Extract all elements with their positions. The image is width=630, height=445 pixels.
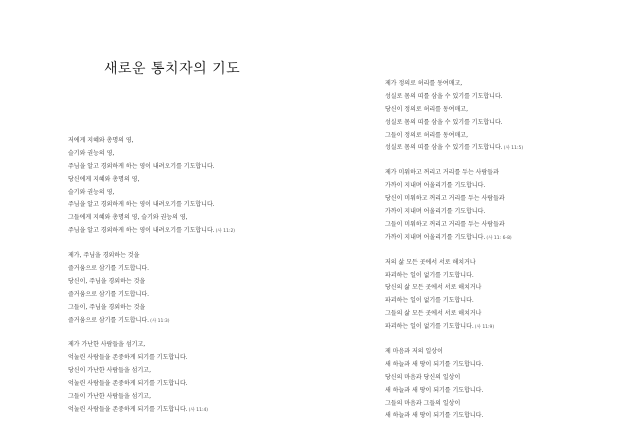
prayer-line (385, 193, 630, 206)
prayer-line (68, 365, 338, 378)
prayer-line (385, 295, 630, 308)
prayer-stanza (385, 167, 630, 244)
prayer-line-text: 가까이 지내며 어울리기를 기도합니다. (385, 208, 486, 216)
prayer-line (385, 372, 630, 385)
prayer-line-text: 그들이 미워하고 꺼리고 거리를 두는 사람들과 (385, 220, 505, 228)
prayer-line (385, 104, 630, 117)
prayer-line-text: 가까이 지내며 어울리기를 기도합니다. (385, 233, 486, 241)
prayer-line (385, 78, 630, 91)
prayer-stanza (385, 257, 630, 334)
prayer-line-text: 저의 삶 모든 곳에서 서로 해치거나 (385, 258, 476, 266)
prayer-line-text: 새 하늘과 새 땅이 되기를 기도합니다. (385, 412, 484, 420)
prayer-line (385, 385, 630, 398)
prayer-line-text: 당신이 정의로 허리를 동여매고, (385, 105, 468, 113)
prayer-line-text: 당신이 가난한 사람들을 섬기고, (68, 367, 151, 375)
prayer-line (385, 219, 630, 232)
page-title: 새로운 통치자의 기도 (104, 61, 241, 77)
prayer-line (68, 315, 338, 328)
prayer-line (68, 135, 338, 148)
prayer-line (68, 212, 338, 225)
prayer-line-text: 파괴하는 일이 없기를 기도합니다. (385, 323, 474, 331)
scripture-reference: (사 11:4) (188, 407, 209, 413)
prayer-line (385, 180, 630, 193)
prayer-line (68, 276, 338, 289)
prayer-line (385, 308, 630, 321)
prayer-line-text: 제 마음과 저의 일상이 (385, 348, 443, 356)
prayer-line (385, 346, 630, 359)
scripture-reference: (사 11:2) (215, 229, 236, 235)
prayer-line (68, 391, 338, 404)
prayer-line-text: 그들에게 지혜와 총명의 영, 슬기와 권능의 영, (68, 214, 188, 222)
prayer-line (385, 167, 630, 180)
prayer-line (385, 232, 630, 245)
prayer-line (68, 225, 338, 238)
prayer-line-text: 당신이 미워하고 꺼리고 거리를 두는 사람들과 (385, 195, 505, 203)
prayer-line (385, 410, 630, 423)
prayer-line-text: 그들의 마음과 그들의 일상이 (385, 399, 461, 407)
prayer-line-text: 그들이, 주님을 경외하는 것을 (68, 303, 146, 311)
prayer-stanza (385, 78, 630, 155)
prayer-line-text: 당신의 마음과 당신의 일상이 (385, 373, 461, 381)
prayer-line (68, 289, 338, 302)
left-column (68, 135, 338, 417)
prayer-line-text: 새 하늘과 새 땅이 되기를 기도합니다. (385, 360, 484, 368)
prayer-line (385, 359, 630, 372)
prayer-line-text: 파괴하는 일이 없기를 기도합니다. (385, 271, 474, 279)
prayer-line-text: 억눌린 사람들을 존중하게 되기를 기도합니다. (68, 354, 188, 362)
prayer-line (68, 187, 338, 200)
prayer-line-text: 그들이 정의로 허리를 동여매고, (385, 131, 468, 139)
prayer-line-text: 즐거움으로 삼기를 기도합니다. (68, 265, 150, 273)
prayer-line-text: 새 하늘과 새 땅이 되기를 기도합니다. (385, 386, 484, 394)
scripture-reference: (사 11:5) (503, 146, 524, 152)
prayer-line (68, 352, 338, 365)
prayer-line-text: 그들의 삶 모든 곳에서 서로 해치거나 (385, 310, 482, 318)
prayer-line (385, 282, 630, 295)
scripture-reference: (사 11:9) (474, 325, 495, 331)
prayer-line (68, 378, 338, 391)
prayer-line-text: 제가 가난한 사람들을 섬기고, (68, 341, 146, 349)
scripture-reference: (사 11: 6-8) (486, 235, 512, 241)
prayer-line (68, 263, 338, 276)
scripture-reference: (사 11:3) (150, 318, 170, 324)
prayer-line (385, 117, 630, 130)
prayer-line-text: 제가 정의로 허리를 동여매고, (385, 80, 463, 87)
prayer-line (68, 174, 338, 187)
prayer-line (385, 398, 630, 411)
prayer-line-text: 파괴하는 일이 없기를 기도합니다. (385, 297, 474, 305)
prayer-line-text: 억눌린 사람들을 존중하게 되기를 기도합니다. (68, 380, 188, 388)
prayer-line (68, 199, 338, 212)
prayer-line (385, 206, 630, 219)
right-column (385, 78, 630, 423)
prayer-line (68, 302, 338, 315)
prayer-stanza (68, 250, 338, 327)
prayer-line (68, 404, 338, 417)
prayer-stanza (68, 339, 338, 416)
prayer-line-text: 제가, 주님을 경외하는 것을 (68, 252, 140, 260)
prayer-line (385, 270, 630, 283)
prayer-line-text: 슬기와 권능의 영, (68, 149, 115, 157)
prayer-line-text: 당신의 삶 모든 곳에서 서로 해치거나 (385, 284, 482, 292)
prayer-line-text: 슬기와 권능의 영, (68, 188, 115, 196)
prayer-line (385, 321, 630, 334)
prayer-line-text: 당신이, 주님을 경외하는 것을 (68, 277, 146, 285)
prayer-line-text: 즐거움으로 삼기를 기도합니다. (68, 316, 150, 324)
prayer-line-text: 억눌린 사람들을 존중하게 되기를 기도합니다. (68, 405, 188, 413)
prayer-line (68, 339, 338, 352)
prayer-line (385, 142, 630, 155)
prayer-line (385, 91, 630, 104)
prayer-line-text: 주님을 알고 경외하게 하는 영이 내려오기를 기도합니다. (68, 201, 215, 209)
prayer-line-text: 저에게 지혜와 총명의 영, (68, 137, 134, 144)
prayer-line (68, 250, 338, 263)
prayer-line-text: 즐거움으로 삼기를 기도합니다. (68, 290, 150, 298)
prayer-line-text: 제가 미워하고 꺼리고 거리를 두는 사람들과 (385, 169, 499, 177)
prayer-line-text: 가까이 지내며 어울리기를 기도합니다. (385, 182, 486, 190)
prayer-line-text: 성실로 몸의 띠를 삼을 수 있기를 기도합니다. (385, 144, 503, 152)
prayer-line (385, 130, 630, 143)
prayer-stanza (385, 346, 630, 423)
prayer-line-text: 주님을 알고 경외하게 하는 영이 내려오기를 기도합니다. (68, 162, 215, 170)
prayer-line-text: 그들이 가난한 사람들을 섬기고, (68, 393, 151, 401)
prayer-line-text: 당신에게 지혜와 총명의 영, (68, 175, 140, 183)
prayer-line-text: 성실로 몸의 띠를 삼을 수 있기를 기도합니다. (385, 118, 503, 126)
prayer-line (385, 257, 630, 270)
prayer-line-text: 주님을 알고 경외하게 하는 영이 내려오기를 기도합니다. (68, 227, 215, 235)
prayer-stanza (68, 135, 338, 238)
prayer-line (68, 161, 338, 174)
prayer-line (68, 148, 338, 161)
prayer-line-text: 성실로 몸의 띠를 삼을 수 있기를 기도합니다. (385, 92, 503, 100)
